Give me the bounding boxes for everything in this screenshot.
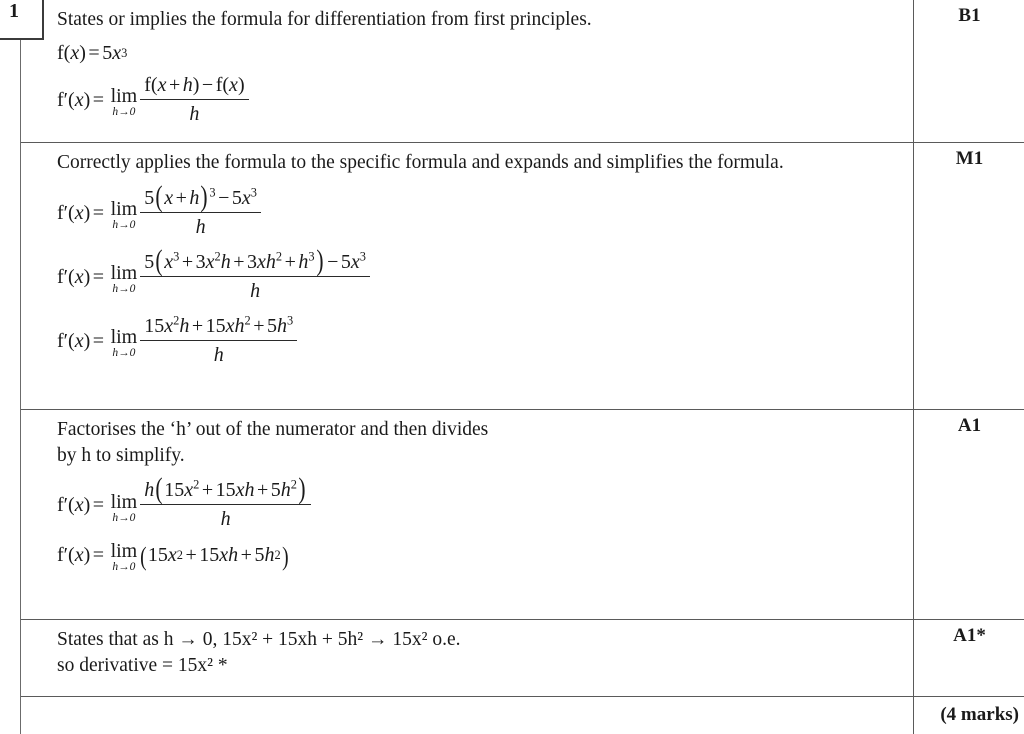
equation-first-principles: f ′ ( x ) = lim h→0 $\frac{f(x + h) - f(x)}{h}$ [57,73,899,127]
row-b1-statement: States or implies the formula for differentiation from first principles. [57,9,592,30]
mark-scheme-table [20,0,1024,734]
row-m1-statement: Correctly applies the formula to the specific formula and expands and simplifies the formula. [57,152,784,173]
row-a1-star-statement-line1: States that as h → 0, 15x² + 15xh + 5h² → 15x² o.e. [57,629,461,650]
row-b1-body [21,0,913,142]
limit-operator: lim h→0 [110,491,138,525]
equation-factorised: f ′ ( x ) = lim h→0 $\frac{h(15x^2 + 15xh + 5h^2)}{h}$ [57,478,899,532]
equation-divided: f ′ ( x ) = lim h→0 ( 15 x 2 + 15 xh + 5 h 2 ) [57,540,289,574]
question-number-box [0,0,44,40]
table-row [21,0,1024,143]
total-row-body [21,697,913,734]
row-a1-star-mark: A1* [913,620,1024,696]
total-marks: (4 marks) [913,697,1024,734]
row-b1-mark: B1 [913,0,1024,142]
equation-simplified-numerator: f ′ ( x ) = lim h→0 $\frac{15x^2h + 15xh^2 + 5h^3}{h}$ [57,314,899,368]
fraction: $\frac{5(x^3 + 3x^2h + 3xh^2 + h^3) - 5x^3}{h}$ [140,250,370,304]
fraction: $\frac{15x^2h + 15xh^2 + 5h^3}{h}$ [140,314,297,368]
row-a1-statement-line1: Factorises the ‘h’ out of the numerator and then divides [57,419,489,440]
fraction: $\frac{h(15x^2 + 15xh + 5h^2)}{h}$ [140,478,311,532]
equation-expanded: f ′ ( x ) = lim h→0 $\frac{5(x^3 + 3x^2h + 3xh^2 + h^3) - 5x^3}{h}$ [57,250,899,304]
row-a1-star-body [21,620,913,696]
row-a1-star-statement-line2: so derivative = 15x² * [57,654,228,676]
fraction: $\frac{f(x + h) - f(x)}{h}$ [140,73,248,127]
equation-substituted: f ′ ( x ) = lim h→0 $\frac{5(x + h)^3 - 5x^3}{h}$ [57,186,899,240]
limit-operator: lim h→0 [110,326,138,360]
limit-operator: lim h→0 [110,540,138,574]
row-a1-body [21,410,913,619]
row-a1-mark: A1 [913,410,1024,619]
table-row [21,143,1024,410]
limit-operator: lim h→0 [110,198,138,232]
equation-fx-definition: f ( x ) = 5 x 3 [57,41,128,64]
table-row [21,620,1024,697]
row-m1-mark: M1 [913,143,1024,409]
question-number: 1 [9,0,19,22]
row-m1-body [21,143,913,409]
limit-operator: lim h→0 [110,262,138,296]
limit-operator: lim h→0 [110,85,138,119]
table-row [21,410,1024,620]
table-row-total [21,697,1024,734]
fraction: $\frac{5(x + h)^3 - 5x^3}{h}$ [140,186,261,240]
row-a1-statement-line2: by h to simplify. [57,444,185,466]
